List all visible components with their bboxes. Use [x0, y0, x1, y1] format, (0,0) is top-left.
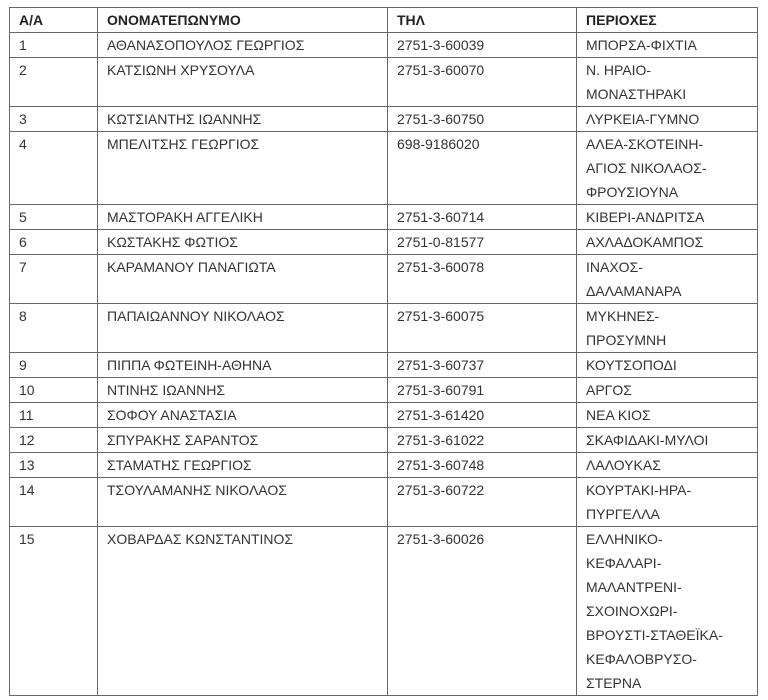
cell-name: ΑΘΑΝΑΣΟΠΟΥΛΟΣ ΓΕΩΡΓΙΟΣ — [98, 33, 388, 58]
cell-tel: 2751-3-60039 — [388, 33, 577, 58]
cell-name: ΚΑΤΣΙΩΝΗ ΧΡΥΣΟΥΛΑ — [98, 58, 388, 107]
cell-areas: ΚΟΥΡΤΑΚΙ-ΗΡΑ- ΠΥΡΓΕΛΛΑ — [577, 478, 758, 527]
cell-areas: ΛΑΛΟΥΚΑΣ — [577, 453, 758, 478]
table-row — [10, 403, 758, 428]
cell-areas: ΚΟΥΤΣΟΠΟΔΙ — [577, 353, 758, 378]
cell-areas: ΣΚΑΦΙΔΑΚΙ-ΜΥΛΟΙ — [577, 428, 758, 453]
cell-areas: ΑΧΛΑΔΟΚΑΜΠΟΣ — [577, 230, 758, 255]
cell-name: ΣΠΥΡΑΚΗΣ ΣΑΡΑΝΤΟΣ — [98, 428, 388, 453]
cell-name: ΣΟΦΟΥ ΑΝΑΣΤΑΣΙΑ — [98, 403, 388, 428]
cell-aa: 15 — [10, 527, 98, 696]
cell-areas: ΛΥΡΚΕΙΑ-ΓΥΜΝΟ — [577, 107, 758, 132]
cell-name: ΚΑΡΑΜΑΝΟΥ ΠΑΝΑΓΙΩΤΑ — [98, 255, 388, 304]
cell-areas: ΜΠΟΡΣΑ-ΦΙΧΤΙΑ — [577, 33, 758, 58]
header-name: ΟΝΟΜΑΤΕΠΩΝΥΜΟ — [98, 8, 388, 33]
cell-tel: 2751-3-60070 — [388, 58, 577, 107]
cell-areas: ΑΡΓΟΣ — [577, 378, 758, 403]
cell-aa: 3 — [10, 107, 98, 132]
cell-name: ΤΣΟΥΛΑΜΑΝΗΣ ΝΙΚΟΛΑΟΣ — [98, 478, 388, 527]
cell-aa: 1 — [10, 33, 98, 58]
cell-tel: 2751-3-60748 — [388, 453, 577, 478]
table-row — [10, 453, 758, 478]
cell-name: ΜΠΕΛΙΤΣΗΣ ΓΕΩΡΓΙΟΣ — [98, 132, 388, 205]
cell-aa: 8 — [10, 304, 98, 353]
table-row — [10, 428, 758, 453]
cell-name: ΚΩΤΣΙΑΝΤΗΣ ΙΩΑΝΝΗΣ — [98, 107, 388, 132]
cell-aa: 10 — [10, 378, 98, 403]
cell-tel: 2751-3-61022 — [388, 428, 577, 453]
table-row — [10, 33, 758, 58]
cell-areas: ΑΛΕΑ-ΣΚΟΤΕΙΝΗ- ΑΓΙΟΣ ΝΙΚΟΛΑΟΣ- ΦΡΟΥΣΙΟΥΝΑ — [577, 132, 758, 205]
cell-tel: 2751-3-60026 — [388, 527, 577, 696]
cell-tel: 2751-3-60737 — [388, 353, 577, 378]
cell-tel: 2751-3-60714 — [388, 205, 577, 230]
cell-tel: 2751-3-60722 — [388, 478, 577, 527]
cell-tel: 2751-3-61420 — [388, 403, 577, 428]
cell-aa: 7 — [10, 255, 98, 304]
cell-name: ΠΑΠΑΙΩΑΝΝΟΥ ΝΙΚΟΛΑΟΣ — [98, 304, 388, 353]
cell-tel: 2751-3-60750 — [388, 107, 577, 132]
contacts-table — [9, 7, 758, 696]
cell-areas: ΜΥΚΗΝΕΣ- ΠΡΟΣΥΜΝΗ — [577, 304, 758, 353]
table-row — [10, 378, 758, 403]
cell-name: ΝΤΙΝΗΣ ΙΩΑΝΝΗΣ — [98, 378, 388, 403]
cell-name: ΧΟΒΑΡΔΑΣ ΚΩΝΣΤΑΝΤΙΝΟΣ — [98, 527, 388, 696]
cell-tel: 2751-3-60078 — [388, 255, 577, 304]
cell-name: ΣΤΑΜΑΤΗΣ ΓΕΩΡΓΙΟΣ — [98, 453, 388, 478]
cell-aa: 9 — [10, 353, 98, 378]
table-header — [10, 8, 758, 33]
cell-areas: ΚΙΒΕΡΙ-ΑΝΔΡΙΤΣΑ — [577, 205, 758, 230]
table-row — [10, 527, 758, 696]
header-areas: ΠΕΡΙΟΧΕΣ — [577, 8, 758, 33]
cell-areas: ΙΝΑΧΟΣ- ΔΑΛΑΜΑΝΑΡΑ — [577, 255, 758, 304]
table-row — [10, 230, 758, 255]
cell-areas: Ν. ΗΡΑΙΟ- ΜΟΝΑΣΤΗΡΑΚΙ — [577, 58, 758, 107]
table-row — [10, 107, 758, 132]
header-tel: ΤΗΛ — [388, 8, 577, 33]
table-row — [10, 205, 758, 230]
cell-tel: 2751-3-60075 — [388, 304, 577, 353]
cell-name: ΜΑΣΤΟΡΑΚΗ ΑΓΓΕΛΙΚΗ — [98, 205, 388, 230]
table-row — [10, 304, 758, 353]
cell-aa: 6 — [10, 230, 98, 255]
cell-tel: 2751-3-60791 — [388, 378, 577, 403]
table-row — [10, 58, 758, 107]
cell-tel: 698-9186020 — [388, 132, 577, 205]
cell-aa: 12 — [10, 428, 98, 453]
cell-aa: 4 — [10, 132, 98, 205]
cell-tel: 2751-0-81577 — [388, 230, 577, 255]
cell-aa: 2 — [10, 58, 98, 107]
table-row — [10, 478, 758, 527]
cell-aa: 14 — [10, 478, 98, 527]
cell-areas: ΝΕΑ ΚΙΟΣ — [577, 403, 758, 428]
cell-areas: ΕΛΛΗΝΙΚΟ- ΚΕΦΑΛΑΡΙ- ΜΑΛΑΝΤΡΕΝΙ- ΣΧΟΙΝΟΧΩΡΙ- ΒΡΟΥΣΤΙ-ΣΤΑΘΕΪΚΑ- ΚΕΦΑΛΟΒΡΥΣΟ- ΣΤΕΡΝΑ — [577, 527, 758, 696]
table-row — [10, 132, 758, 205]
cell-name: ΚΩΣΤΑΚΗΣ ΦΩΤΙΟΣ — [98, 230, 388, 255]
cell-name: ΠΙΠΠΑ ΦΩΤΕΙΝΗ-ΑΘΗΝΑ — [98, 353, 388, 378]
table-body — [10, 33, 758, 696]
header-aa: Α/Α — [10, 8, 98, 33]
cell-aa: 13 — [10, 453, 98, 478]
header-row — [10, 8, 758, 33]
cell-aa: 11 — [10, 403, 98, 428]
cell-aa: 5 — [10, 205, 98, 230]
table-row — [10, 353, 758, 378]
table-row — [10, 255, 758, 304]
